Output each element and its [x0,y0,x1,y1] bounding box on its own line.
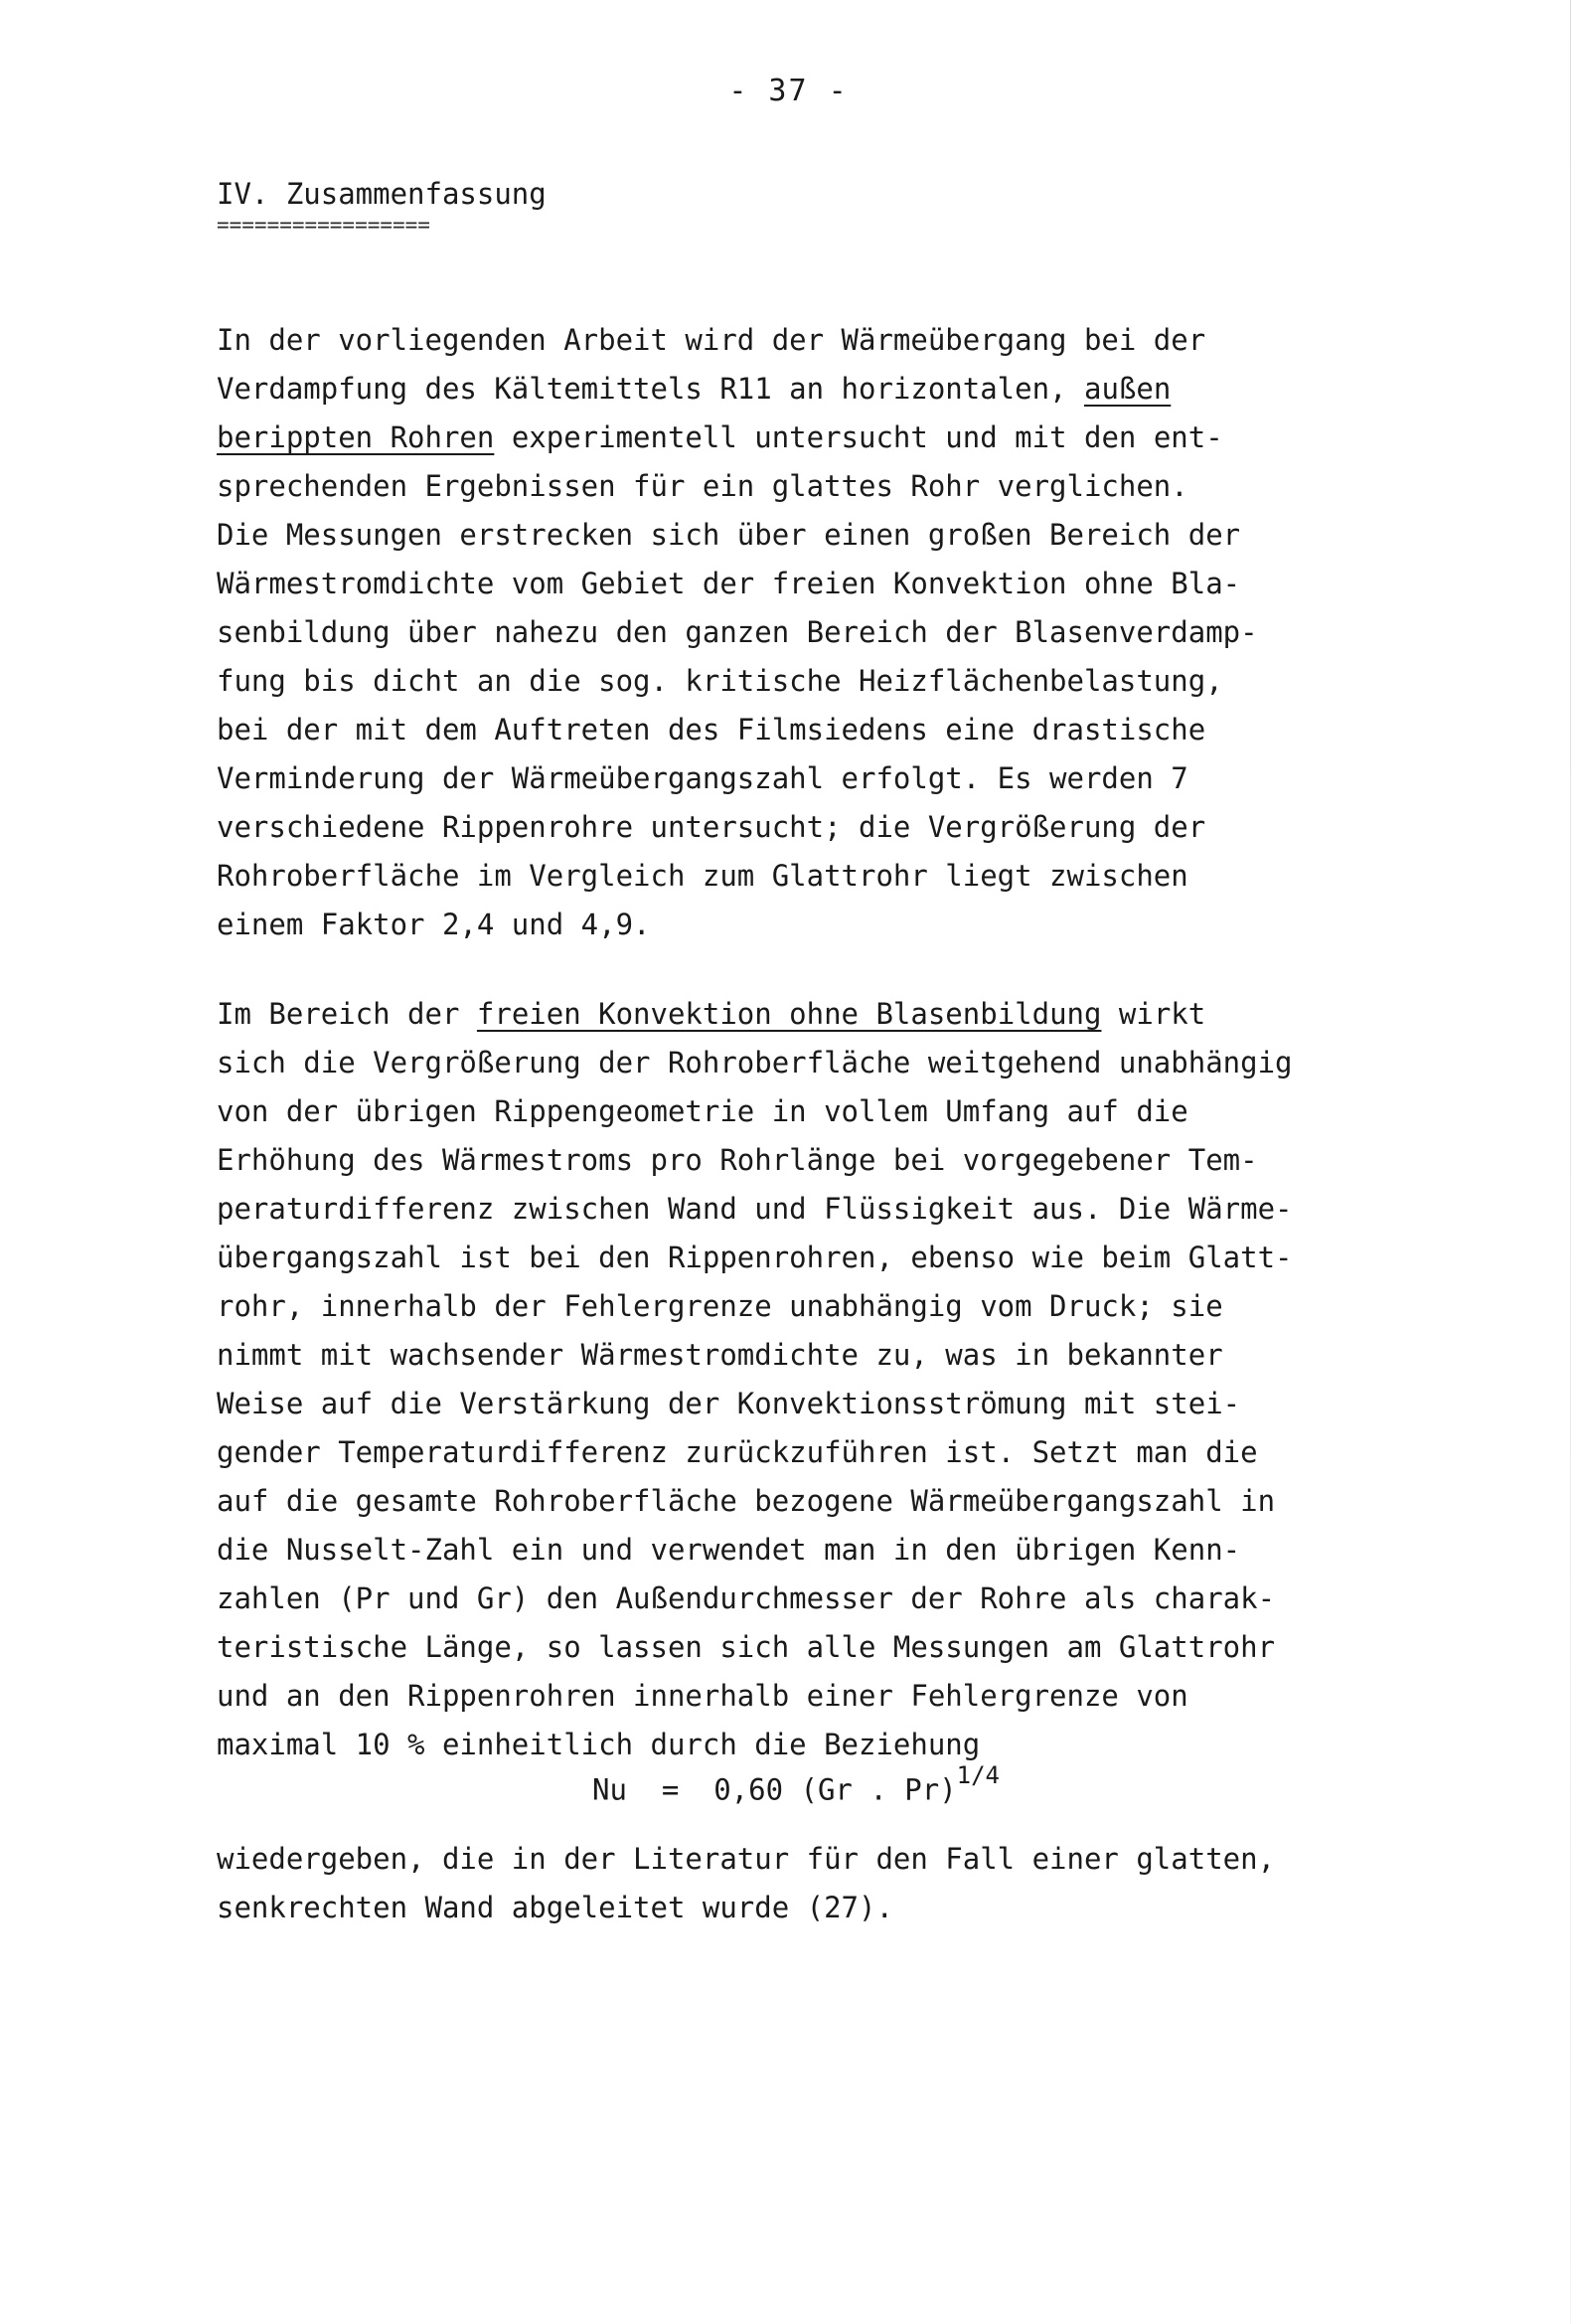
formula-body: Nu = 0,60 (Gr . Pr) [592,1772,957,1807]
underlined-text: außen [1083,372,1172,406]
text-line [217,414,1508,462]
text-line: verschiedene Rippenrohre untersucht; die Vergrößerung der [217,810,1206,844]
text-segment: experimentell untersucht und mit den ent- [494,420,1223,454]
scan-edge-line [1570,0,1571,2324]
text-segment: wirkt [1101,997,1206,1031]
underlined-text: berippten Rohren [217,420,495,454]
formula-exponent: 1/4 [956,1761,1001,1789]
text-line [217,365,1508,414]
text-line [217,990,1508,1039]
text-line: maximal 10 % einheitlich durch die Beziehung [217,1728,981,1761]
text-line: senbildung über nahezu den ganzen Bereich der Blasenverdamp- [217,615,1258,649]
text-line: peraturdifferenz zwischen Wand und Flüssigkeit aus. Die Wärme- [217,1192,1293,1226]
text-line: bei der mit dem Auftreten des Filmsiedens eine drastische [217,713,1206,747]
text-line: übergangszahl ist bei den Rippenrohren, ebenso wie beim Glatt- [217,1241,1293,1274]
text-line: sprechenden Ergebnissen für ein glattes Rohr verglichen. [217,469,1188,503]
text-line: Die Messungen erstrecken sich über einen großen Bereich der [217,518,1241,552]
text-line: senkrechten Wand abgeleitet wurde (27). [217,1891,893,1924]
text-line: Verminderung der Wärmeübergangszahl erfolgt. Es werden 7 [217,761,1188,795]
text-line: zahlen (Pr und Gr) den Außendurchmesser der Rohre als charak- [217,1581,1276,1615]
text-line: teristische Länge, so lassen sich alle Messungen am Glattrohr [217,1630,1276,1664]
paragraph-conclusion [217,1835,1508,1932]
text-line: fung bis dicht an die sog. kritische Heizflächenbelastung, [217,664,1223,698]
paragraph-free-convection [217,990,1508,1769]
underlined-text: freien Konvektion ohne Blasenbildung [476,997,1102,1031]
text-segment: Im Bereich der [217,997,477,1031]
heading-underline-rule: ================= [217,213,430,237]
text-line: Weise auf die Verstärkung der Konvektionsströmung mit stei- [217,1387,1241,1420]
text-line: Rohroberfläche im Vergleich zum Glattrohr liegt zwischen [217,859,1188,893]
page-number: - 37 - [728,74,849,108]
section-heading: IV. Zusammenfassung [217,177,547,211]
text-line: gender Temperaturdifferenz zurückzuführen ist. Setzt man die [217,1435,1258,1469]
text-line: auf die gesamte Rohroberfläche bezogene Wärmeübergangszahl in [217,1484,1276,1518]
text-line: die Nusselt-Zahl ein und verwendet man in den übrigen Kenn- [217,1533,1241,1567]
text-segment: Verdampfung des Kältemittels R11 an horizontalen, [217,372,1084,406]
text-line: sich die Vergrößerung der Rohroberfläche weitgehend unabhängig [217,1046,1293,1079]
nusselt-formula [592,1761,1001,1807]
text-line: nimmt mit wachsender Wärmestromdichte zu, was in bekannter [217,1338,1223,1372]
text-line: wiedergeben, die in der Literatur für den Fall einer glatten, [217,1842,1276,1876]
text-line: Wärmestromdichte vom Gebiet der freien Konvektion ohne Bla- [217,567,1241,600]
text-line: Erhöhung des Wärmestroms pro Rohrlänge bei vorgegebener Tem- [217,1143,1258,1177]
text-line: einem Faktor 2,4 und 4,9. [217,908,651,941]
text-line: von der übrigen Rippengeometrie in vollem Umfang auf die [217,1094,1188,1128]
text-line: und an den Rippenrohren innerhalb einer Fehlergrenze von [217,1679,1188,1713]
text-line: rohr, innerhalb der Fehlergrenze unabhängig vom Druck; sie [217,1289,1223,1323]
paragraph-introduction [217,316,1508,949]
text-line: In der vorliegenden Arbeit wird der Wärmeübergang bei der [217,323,1206,357]
